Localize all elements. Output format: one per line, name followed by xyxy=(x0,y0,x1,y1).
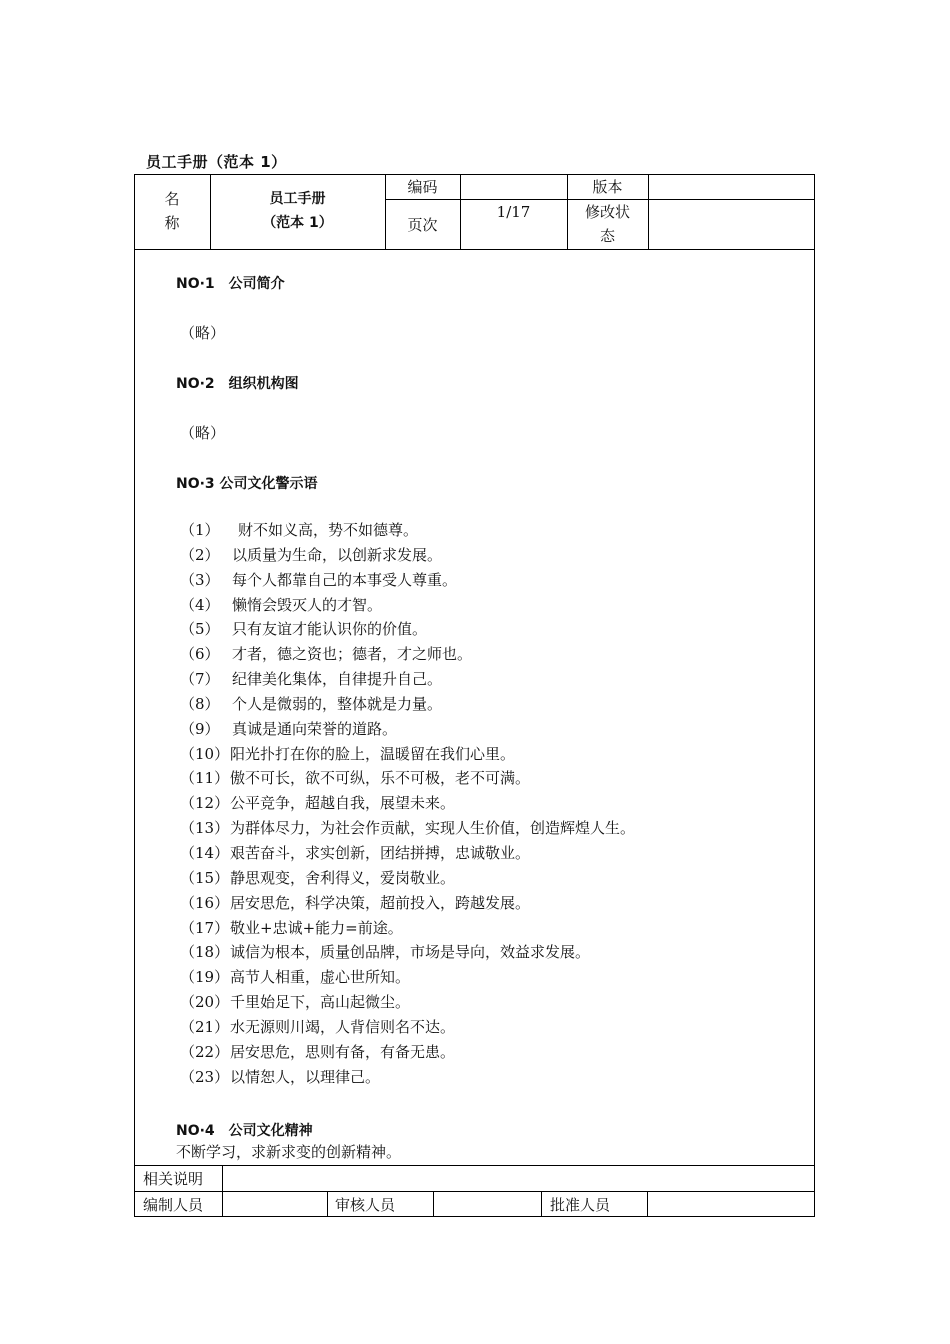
slogan-number: （13） xyxy=(180,819,230,838)
slogan-text: 诚信为根本，质量创品牌，市场是导向，效益求发展。 xyxy=(230,943,591,962)
list-item xyxy=(180,518,635,543)
slogan-number: （19） xyxy=(180,968,230,987)
slogan-number: （20） xyxy=(180,993,230,1012)
slogan-text: 静思观变，舍利得义，爱岗敬业。 xyxy=(230,868,456,887)
list-item xyxy=(180,1065,635,1090)
slogan-text: 每个人都靠自己的本事受人尊重。 xyxy=(232,570,458,589)
footer-col-divider xyxy=(327,1191,328,1217)
revision-label xyxy=(567,200,648,248)
section-heading-org-chart: NO·2 组织机构图 xyxy=(176,376,299,392)
slogan-text: 只有友谊才能认识你的价值。 xyxy=(232,620,428,639)
list-item xyxy=(180,866,635,891)
slogan-text: 傲不可长，欲不可纵，乐不可极，老不可满。 xyxy=(230,769,531,788)
document-title: 员工手册（范本 1） xyxy=(146,153,287,171)
document-name-line1: 员工手册 xyxy=(269,191,326,207)
revision-label-line2: 态 xyxy=(599,227,615,245)
slogan-number: （8） xyxy=(180,694,220,713)
list-item xyxy=(180,1040,635,1065)
slogan-number: （7） xyxy=(180,670,220,689)
slogan-number: （22） xyxy=(180,1042,230,1061)
document-name xyxy=(210,187,385,235)
list-item xyxy=(180,891,635,916)
list-item xyxy=(180,617,635,642)
list-item xyxy=(180,916,635,941)
slogan-text: 水无源则川竭，人背信则名不达。 xyxy=(230,1017,456,1036)
slogan-text: 居安思危，科学决策，超前投入，跨越发展。 xyxy=(230,893,531,912)
section-heading-culture-spirit: NO·4 公司文化精神 xyxy=(176,1123,313,1139)
list-item xyxy=(180,841,635,866)
slogan-number: （11） xyxy=(180,769,230,788)
slogan-text: 敬业+忠诚+能力=前途。 xyxy=(230,918,403,937)
slogan-text: 财不如义高，势不如德尊。 xyxy=(238,521,419,539)
list-item xyxy=(180,940,635,965)
slogan-list xyxy=(180,518,635,1089)
section-heading-culture-slogans: NO·3 公司文化警示语 xyxy=(176,476,318,492)
footer-col-divider xyxy=(647,1191,648,1217)
list-item xyxy=(180,1015,635,1040)
slogan-text: 阳光扑打在你的脸上，温暖留在我们心里。 xyxy=(230,744,516,763)
list-item xyxy=(180,543,635,568)
slogan-text: 千里始足下，高山起微尘。 xyxy=(230,993,411,1012)
reviewer-label: 审核人员 xyxy=(335,1196,396,1214)
name-label-line1: 名 xyxy=(164,190,180,208)
slogan-number: （15） xyxy=(180,868,230,887)
approver-label: 批准人员 xyxy=(550,1196,611,1214)
list-item xyxy=(180,568,635,593)
slogan-text: 纪律美化集体，自律提升自己。 xyxy=(232,670,443,689)
slogan-number: （1） xyxy=(180,521,220,539)
list-item xyxy=(180,692,635,717)
page-value: 1/17 xyxy=(496,203,531,221)
header-divider xyxy=(134,249,815,250)
list-item xyxy=(180,642,635,667)
slogan-number: （9） xyxy=(180,719,220,738)
notes-label: 相关说明 xyxy=(143,1170,204,1188)
slogan-number: （14） xyxy=(180,843,230,862)
slogan-text: 居安思危，思则有备，有备无患。 xyxy=(230,1042,456,1061)
author-label: 编制人员 xyxy=(143,1196,204,1214)
slogan-number: （18） xyxy=(180,943,230,962)
slogan-number: （17） xyxy=(180,918,230,937)
footer-col-divider xyxy=(541,1191,542,1217)
slogan-text: 以情恕人，以理律己。 xyxy=(230,1067,381,1086)
slogan-number: （21） xyxy=(180,1017,230,1036)
list-item xyxy=(180,742,635,767)
list-item xyxy=(180,816,635,841)
slogan-text: 才者，德之资也；德者，才之师也。 xyxy=(232,645,473,664)
page-label: 页次 xyxy=(407,216,438,234)
name-label-line2: 称 xyxy=(164,214,180,232)
slogan-number: （5） xyxy=(180,620,220,639)
slogan-number: （6） xyxy=(180,645,220,664)
list-item xyxy=(180,965,635,990)
header-col-divider xyxy=(648,174,649,250)
slogan-text: 艰苦奋斗，求实创新，团结拼搏，忠诚敬业。 xyxy=(230,843,531,862)
slogan-number: （3） xyxy=(180,570,220,589)
slogan-number: （4） xyxy=(180,595,220,614)
list-item xyxy=(180,990,635,1015)
document-name-line2: （范本 1） xyxy=(262,215,333,231)
footer-col-divider xyxy=(433,1191,434,1217)
slogan-number: （23） xyxy=(180,1067,230,1086)
footer-mid-divider xyxy=(134,1191,815,1192)
revision-label-line1: 修改状 xyxy=(584,203,630,221)
section-content-company-intro: （略） xyxy=(180,324,226,342)
list-item xyxy=(180,667,635,692)
section-heading-company-intro: NO·1 公司简介 xyxy=(176,276,285,292)
slogan-text: 懒惰会毁灭人的才智。 xyxy=(232,595,383,614)
name-label xyxy=(134,187,210,235)
version-label: 版本 xyxy=(592,178,623,196)
section-content-culture-spirit: 不断学习，求新求变的创新精神。 xyxy=(176,1143,402,1161)
slogan-text: 公平竞争，超越自我，展望未来。 xyxy=(230,794,456,813)
slogan-number: （12） xyxy=(180,794,230,813)
slogan-text: 个人是微弱的，整体就是力量。 xyxy=(232,694,443,713)
list-item xyxy=(180,593,635,618)
code-label: 编码 xyxy=(407,178,438,196)
slogan-number: （10） xyxy=(180,744,230,763)
slogan-text: 以质量为生命，以创新求发展。 xyxy=(232,545,443,564)
slogan-text: 为群体尽力，为社会作贡献，实现人生价值，创造辉煌人生。 xyxy=(230,819,636,838)
footer-top-divider xyxy=(134,1165,815,1166)
slogan-text: 高节人相重，虚心世所知。 xyxy=(230,968,411,987)
slogan-number: （16） xyxy=(180,893,230,912)
list-item xyxy=(180,766,635,791)
footer-col-divider xyxy=(222,1165,223,1217)
list-item xyxy=(180,717,635,742)
list-item xyxy=(180,791,635,816)
section-content-org-chart: （略） xyxy=(180,424,226,442)
slogan-text: 真诚是通向荣誉的道路。 xyxy=(232,719,398,738)
slogan-number: （2） xyxy=(180,545,220,564)
